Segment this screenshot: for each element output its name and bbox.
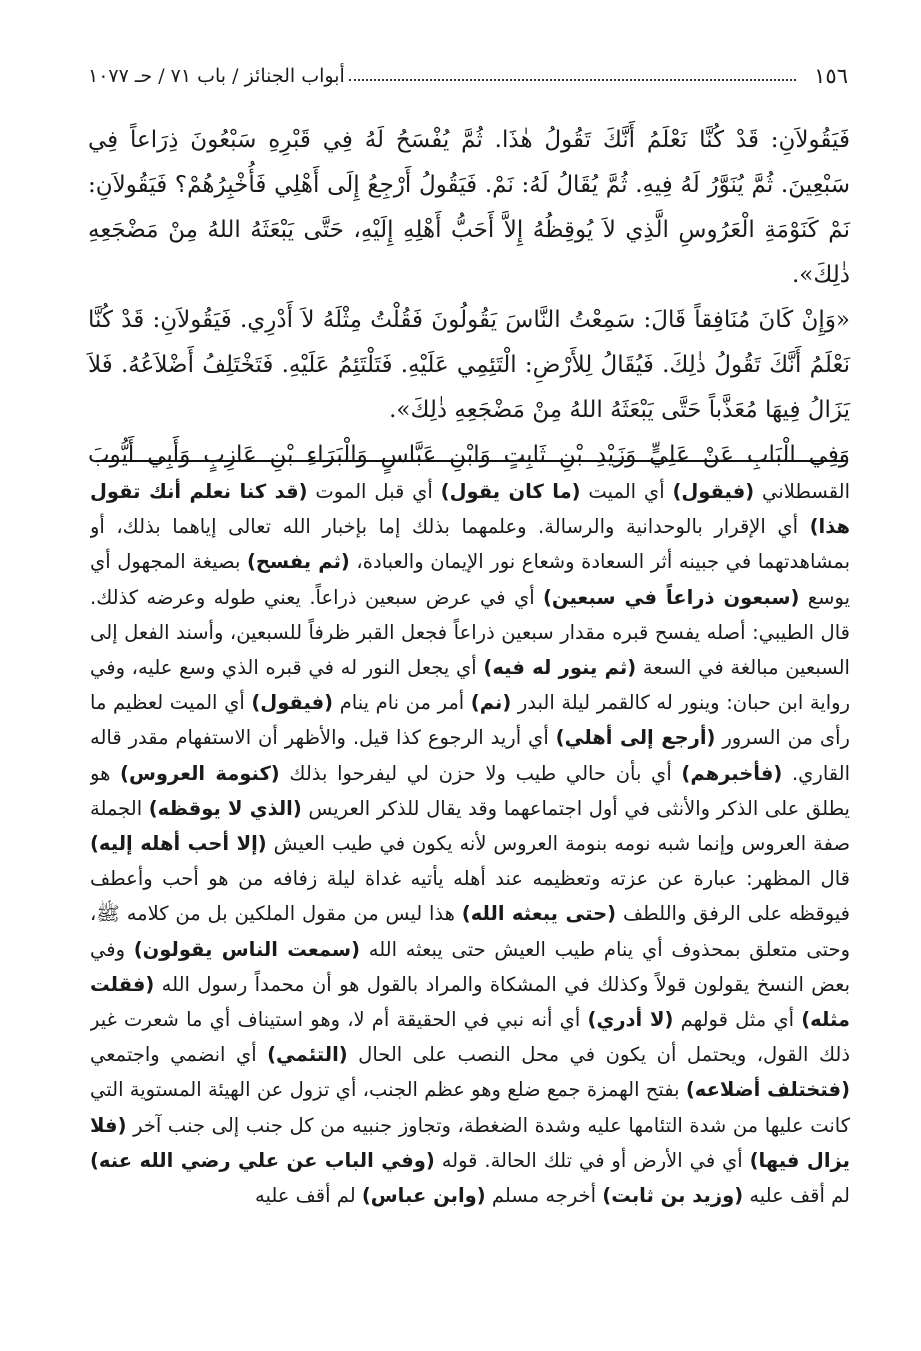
commentary-text-run: لم أقف عليه — [743, 1184, 850, 1208]
commentary-quote: (فتختلف أضلاعه) — [685, 1078, 850, 1102]
commentary-quote: (وابن عباس) — [361, 1184, 486, 1208]
commentary-text-run: أخرجه مسلم — [485, 1184, 603, 1208]
commentary-paragraph — [90, 474, 850, 1213]
commentary-quote: (نم) — [470, 691, 512, 715]
commentary-text-run: قال المظهر: عبارة عن عزته وتعظيمه عند أهله يأتيه غداة ليلة زفافه من هو أحب وأعطف فيوقظه على الرفق واللطف — [90, 867, 850, 926]
commentary-quote: (الذي لا يوقظه) — [148, 796, 302, 820]
commentary-text-run: أي أريد الرجوع كذا قيل. والأظهر أن الاستفهام مقدر قاله القاري. — [90, 726, 850, 785]
commentary-quote: (سمعت الناس يقولون) — [133, 937, 361, 961]
commentary-text-run: الجملة صفة العروس وإنما شبه نومه بنومة العروس لأنه يكون في طيب العيش — [90, 796, 850, 856]
running-title: أبواب الجنائز / باب ٧١ / حـ ١٠٧٧ — [88, 65, 345, 87]
commentary-text-run: وفي بعض النسخ يقولون قولاً وكذلك في المشكاة والمراد بالقول هو أن محمداً رسول الله — [90, 937, 850, 996]
commentary-quote: (ثم يفسح) — [246, 550, 350, 574]
hadith-paragraph-1: فَيَقُولاَنِ: قَدْ كُنَّا نَعْلَمُ أَنَّكَ تَقُولُ هٰذَا. ثُمَّ يُفْسَحُ لَهُ فِي قَبْرِهِ سَبْعُونَ ذِرَاعاً فِي سَبْعِينَ. ثُمَّ يُنَوَّرُ لَهُ فِيهِ. ثُمَّ يُقَالُ لَهُ: نَمْ. فَيَقُولُ أَرْجِعُ إِلَى أَهْلِي فَأُخْبِرُهُمْ؟ فَيَقُولاَنِ: نَمْ كَنَوْمَةِ الْعَرُوسِ الَّذِي لاَ يُوقِظُهُ إِلاَّ أَحَبُّ أَهْلِهِ إِلَيْهِ، حَتَّى يَبْعَثَهُ اللهُ مِنْ مَضْجَعِهِ ذٰلِكَ». — [88, 127, 850, 288]
commentary-quote: (سبعون ذراعاً في سبعين) — [543, 585, 800, 609]
commentary-text-run: أمر من نام ينام — [333, 691, 471, 715]
hadith-text — [88, 118, 850, 478]
hadith-paragraph-3: وَفِي الْبَابِ عَنْ عَلِيٍّ وَزَيْدِ بْنِ ثَابِتٍ وَابْنِ عَبَّاسٍ وَالْبَرَاءِ بْنِ عَازِبٍ وَأَبِي أَيُّوبَ — [88, 442, 850, 468]
commentary-quote: (فيقول) — [672, 480, 755, 503]
commentary-text-run: أي مثل قولهم — [673, 1008, 802, 1032]
commentary-text-run: لم أقف عليه — [254, 1184, 362, 1208]
commentary-text-run: هذا ليس من مقول الملكين بل من كلامه ﷺ، وحتى متعلق بمحذوف أي ينام طيب العيش حتى يبعثه الله — [90, 902, 850, 961]
commentary-text-run: أي انضمي واجتمعي — [90, 1043, 268, 1067]
commentary-text-run: أي قبل الموت — [307, 480, 441, 503]
commentary-text-run: بفتح الهمزة جمع ضلع وهو عظم الجنب، أي تزول عن الهيئة المستوية التي كانت عليها من شدة التئامها عليه وشدة الضغطة، وتجاوز جنبيه من كل جنب إلى جنب آخر — [90, 1078, 850, 1137]
commentary-quote: (لا أدري) — [587, 1008, 674, 1032]
commentary-text-run: أي في عرض سبعين ذراعاً. يعني طوله وعرضه كذلك. قال الطيبي: أصله يفسح قبره مقدار سبعين ذراعاً فجعل القبر ظرفاً للسبعين، وأسند الفعل إلى السبعين مبالغة في السعة — [90, 585, 850, 680]
commentary-text-run: أي أنه نبي في الحقيقة أم لا، وهو استيناف أي ما شعرت غير ذلك القول، ويحتمل أن يكون في محل النصب على الحال — [90, 1008, 850, 1067]
commentary-quote: (فلا يزال فيها) — [90, 1113, 850, 1172]
page-number: ١٥٦ — [814, 64, 848, 88]
commentary-text-run: أي بأن حالي طيب ولا حزن لي ليفرحوا بذلك — [279, 761, 682, 785]
commentary-quote: (وزيد بن ثابت) — [602, 1184, 744, 1208]
commentary-text-run: أي يجعل النور له في قبره الذي وسع عليه، وفي رواية ابن حبان: وينور له كالقمر ليلة البدر — [90, 656, 850, 715]
commentary-quote: (حتى يبعثه الله) — [461, 902, 617, 926]
header-dotted-leader — [349, 79, 796, 81]
commentary-quote: (ما كان يقول) — [440, 480, 581, 503]
commentary-text-run: بصيغة المجهول أي يوسع — [90, 550, 850, 609]
commentary-text-run: القسطلاني — [754, 480, 850, 503]
commentary-quote: (التئمي) — [267, 1043, 348, 1067]
commentary-text-run: أي الميت — [580, 480, 673, 503]
footnote-separator — [96, 460, 844, 462]
commentary-quote: (كنومة العروس) — [120, 761, 280, 785]
commentary-quote: (فأخبرهم) — [681, 761, 783, 785]
hadith-paragraph-2: «وَإِنْ كَانَ مُنَافِقاً قَالَ: سَمِعْتُ النَّاسَ يَقُولُونَ فَقُلْتُ مِثْلَهُ لاَ أَدْرِي. فَيَقُولاَنِ: قَدْ كُنَّا نَعْلَمُ أَنَّكَ تَقُولُ ذٰلِكَ. فَيُقَالُ لِلأَرْضِ: الْتَئِمِي عَلَيْهِ. فَتَلْتَئِمُ عَلَيْهِ. فَتَخْتَلِفُ أَضْلاَعُهُ. فَلاَ يَزَالُ فِيهَا مُعَذَّباً حَتَّى يَبْعَثَهُ اللهُ مِنْ مَضْجَعِهِ ذٰلِكَ». — [88, 307, 850, 423]
commentary-quote: (أرجع إلى أهلي) — [555, 726, 716, 750]
commentary-quote: (قد كنا نعلم أنك تقول هذا) — [90, 480, 850, 539]
commentary-text-run: أي الميت لعظيم ما رأى من السرور — [90, 691, 850, 750]
commentary-quote: (فقلت مثله) — [90, 972, 850, 1032]
commentary-text-run: أي في الأرض أو في تلك الحالة. قوله — [434, 1148, 750, 1172]
commentary-quote: (إلا أحب أهله إليه) — [90, 832, 267, 856]
commentary-quote: (فيقول) — [251, 691, 334, 715]
commentary-quote: (وفي الباب عن علي رضي الله عنه) — [90, 1148, 435, 1172]
commentary-text — [90, 474, 850, 1300]
commentary-text-run: أي الإقرار بالوحدانية والرسالة. وعلمهما بذلك إما بإخبار الله تعالى إياهما بذلك، أو بمشاهدتهما في جبينه أثر السعادة وشعاع نور الإيمان والعبادة، — [90, 515, 850, 574]
page-header — [88, 58, 848, 94]
commentary-text-run: هو يطلق على الذكر والأنثى في أول اجتماعهما وقد يقال للذكر العريس — [90, 761, 850, 820]
commentary-quote: (ثم ينور له فيه) — [483, 656, 637, 680]
